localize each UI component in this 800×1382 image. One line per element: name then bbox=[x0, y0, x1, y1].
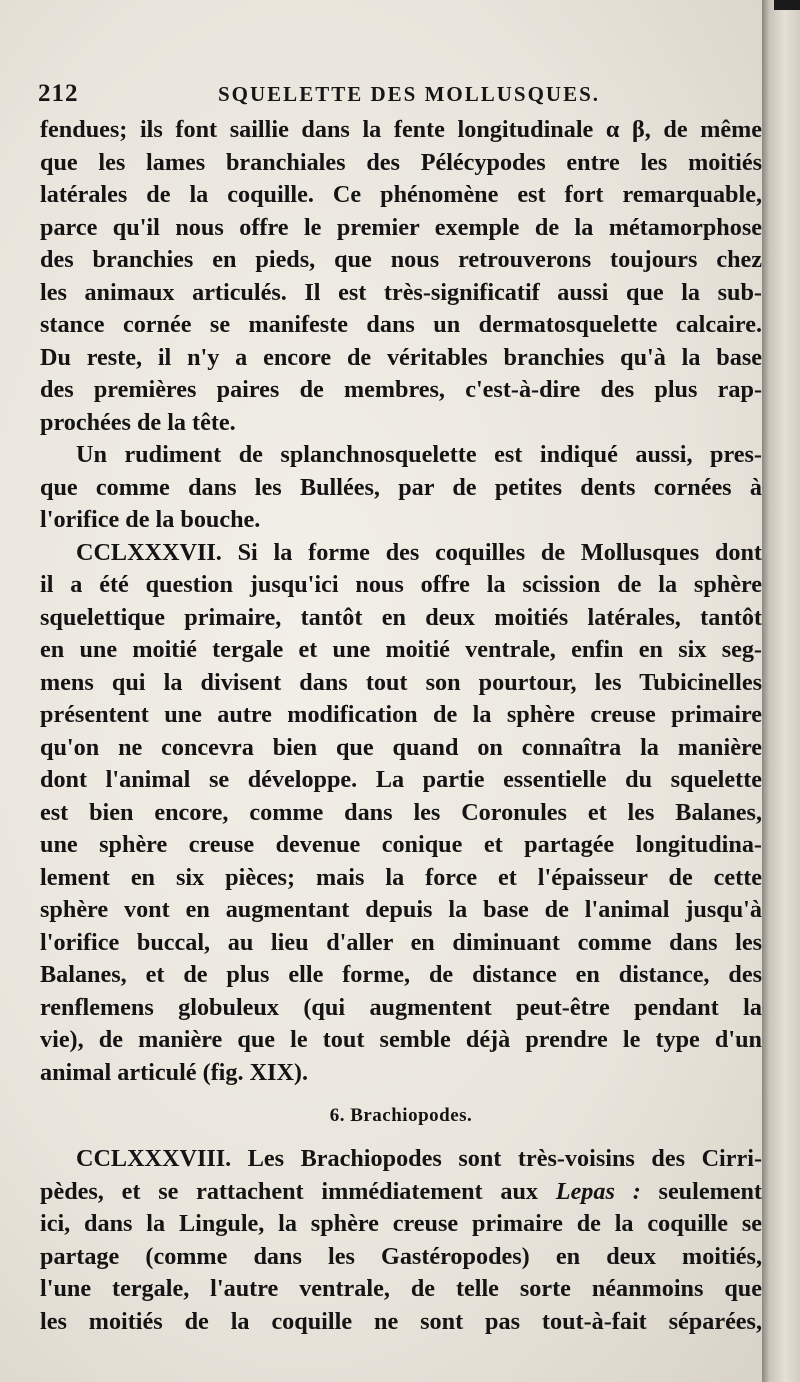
text-line: Un rudiment de splanchnosquelette est indiqué aussi, pres- bbox=[76, 441, 762, 468]
text-line: en une moitié tergale et une moitié ventrale, enfin en six seg- bbox=[40, 636, 762, 663]
paragraph-cclxxxvii bbox=[40, 537, 762, 1090]
page-body bbox=[40, 114, 762, 1338]
text-line: Du reste, il n'y a encore de véritables branchies qu'à la base bbox=[40, 343, 762, 371]
text-line: présentent une autre modification de la sphère creuse primaire bbox=[40, 701, 762, 728]
text-line: l'une tergale, l'autre ventrale, de telle sorte néanmoins que bbox=[40, 1275, 762, 1302]
text-line: fendues; ils font saillie dans la fente longitudinale α β, de même bbox=[40, 116, 762, 143]
text-line bbox=[40, 1176, 762, 1209]
text-fragment: pèdes, et se rattachent immédiatement aux bbox=[40, 1177, 556, 1205]
text-line: l'orifice buccal, au lieu d'aller en diminuant comme dans les bbox=[40, 928, 762, 956]
text-line: lement en six pièces; mais la force et l'épaisseur de cette bbox=[40, 863, 762, 891]
text-line: partage (comme dans les Gastéropodes) en deux moitiés, bbox=[40, 1242, 762, 1270]
text-line: les animaux articulés. Il est très-significatif aussi que la sub- bbox=[40, 278, 762, 306]
text-line: mens qui la divisent dans tout son pourtour, les Tubicinelles bbox=[40, 668, 762, 696]
text-line: CCLXXXVIII. Les Brachiopodes sont très-voisins des Cirri- bbox=[76, 1145, 762, 1172]
text-line: que les lames branchiales des Pélécypodes entre les moitiés bbox=[40, 148, 762, 176]
text-line: les moitiés de la coquille ne sont pas tout-à-fait séparées, bbox=[40, 1307, 762, 1335]
text-line: dont l'animal se développe. La partie essentielle du squelette bbox=[40, 766, 762, 793]
text-line: parce qu'il nous offre le premier exemple de la métamorphose bbox=[40, 213, 762, 241]
text-line: ici, dans la Lingule, la sphère creuse primaire de la coquille se bbox=[40, 1210, 762, 1237]
text-line: des premières paires de membres, c'est-à-dire des plus rap- bbox=[40, 376, 762, 403]
page-header bbox=[38, 76, 758, 110]
text-line: squelettique primaire, tantôt en deux moitiés latérales, tantôt bbox=[40, 603, 762, 631]
paragraph-continuation bbox=[40, 114, 762, 439]
text-line: latérales de la coquille. Ce phénomène est fort remarquable, bbox=[40, 181, 762, 208]
text-line: sphère vont en augmentant depuis la base de l'animal jusqu'à bbox=[40, 896, 762, 923]
page-number: 212 bbox=[38, 80, 79, 107]
paragraph-cclxxxviii bbox=[40, 1143, 762, 1338]
text-line: il a été question jusqu'ici nous offre la scission de la sphère bbox=[40, 571, 762, 598]
text-line: renflemens globuleux (qui augmentent peut-être pendant la bbox=[40, 993, 762, 1021]
text-line: prochées de la tête. bbox=[40, 408, 236, 436]
running-title: SQUELETTE DES MOLLUSQUES. bbox=[218, 82, 601, 106]
text-line: des branchies en pieds, que nous retrouverons toujours chez bbox=[40, 246, 762, 273]
genus-name: Lepas : bbox=[555, 1177, 641, 1205]
text-line: qu'on ne concevra bien que quand on connaîtra la manière bbox=[40, 733, 762, 761]
text-line: que comme dans les Bullées, par de petites dents cornées à bbox=[40, 473, 762, 501]
text-fragment: seulement bbox=[640, 1177, 762, 1205]
text-line: vie), de manière que le tout semble déjà prendre le type d'un bbox=[40, 1026, 762, 1053]
text-line: est bien encore, comme dans les Coronules et les Balanes, bbox=[40, 798, 762, 826]
text-line: une sphère creuse devenue conique et partagée longitudina- bbox=[40, 831, 762, 858]
text-line: Balanes, et de plus elle forme, de distance en distance, des bbox=[40, 961, 762, 988]
book-gutter bbox=[762, 0, 800, 1382]
paragraph-splanchnosquelette bbox=[40, 439, 762, 537]
text-line: animal articulé (fig. XIX). bbox=[40, 1058, 309, 1086]
page-edge-mark bbox=[774, 0, 800, 10]
section-heading: 6. Brachiopodes. bbox=[329, 1105, 473, 1126]
text-line: stance cornée se manifeste dans un dermatosquelette calcaire. bbox=[40, 311, 762, 338]
text-line: l'orifice de la bouche. bbox=[40, 506, 261, 533]
text-line: CCLXXXVII. Si la forme des coquilles de Mollusques dont bbox=[76, 538, 762, 566]
